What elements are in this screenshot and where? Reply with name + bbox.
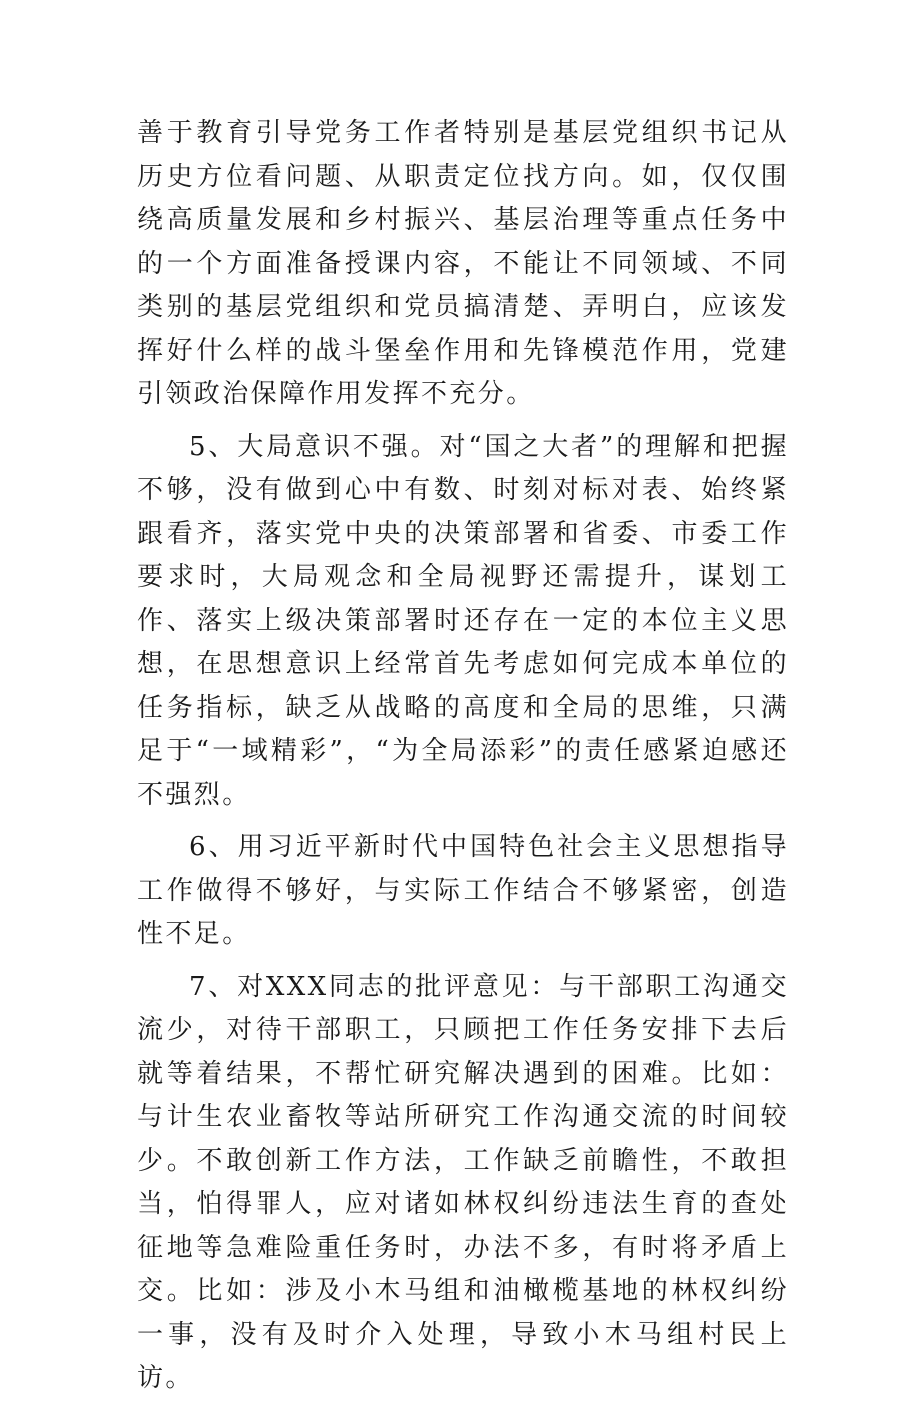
paragraph-item-5: 5、大局意识不强。对“国之大者”的理解和把握不够，没有做到心中有数、时刻对标对表、始终紧跟看齐，落实党中央的决策部署和省委、市委工作要求时，大局观念和全局视野还需提升，谋划工作、落实上级决策部署时还存在一定的本位主义思想，在思想意识上经常首先考虑如何完成本单位的任务指标，缺乏从战略的高度和全局的思维，只满足于“一域精彩”，“为全局添彩”的责任感紧迫感还不强烈。 [137,431,789,810]
paragraph-item-7: 7、对XXX同志的批评意见：与干部职工沟通交流少，对待干部职工，只顾把工作任务安排下去后就等着结果，不帮忙研究解决遇到的困难。比如：与计生农业畜牧等站所研究工作沟通交流的时间较少。不敢创新工作方法，工作缺乏前瞻性，不敢担当，怕得罪人，应对诸如林权纠纷违法生育的查处征地等急难险重任务时，办法不多，有时将矛盾上交。比如：涉及小木马组和油橄榄基地的林权纠纷一事，没有及时介入处理，导致小木马组村民上访。 [137,971,789,1393]
document-body [137,112,789,1410]
paragraph-continuation: 善于教育引导党务工作者特别是基层党组织书记从历史方位看问题、从职责定位找方向。如，仅仅围绕高质量发展和乡村振兴、基层治理等重点任务中的一个方面准备授课内容，不能让不同领域、不同类别的基层党组织和党员搞清楚、弄明白，应该发挥好什么样的战斗堡垒作用和先锋模范作用，党建引领政治保障作用发挥不充分。 [137,118,789,409]
paragraph-item-6: 6、用习近平新时代中国特色社会主义思想指导工作做得不够好，与实际工作结合不够紧密，创造性不足。 [137,832,789,949]
